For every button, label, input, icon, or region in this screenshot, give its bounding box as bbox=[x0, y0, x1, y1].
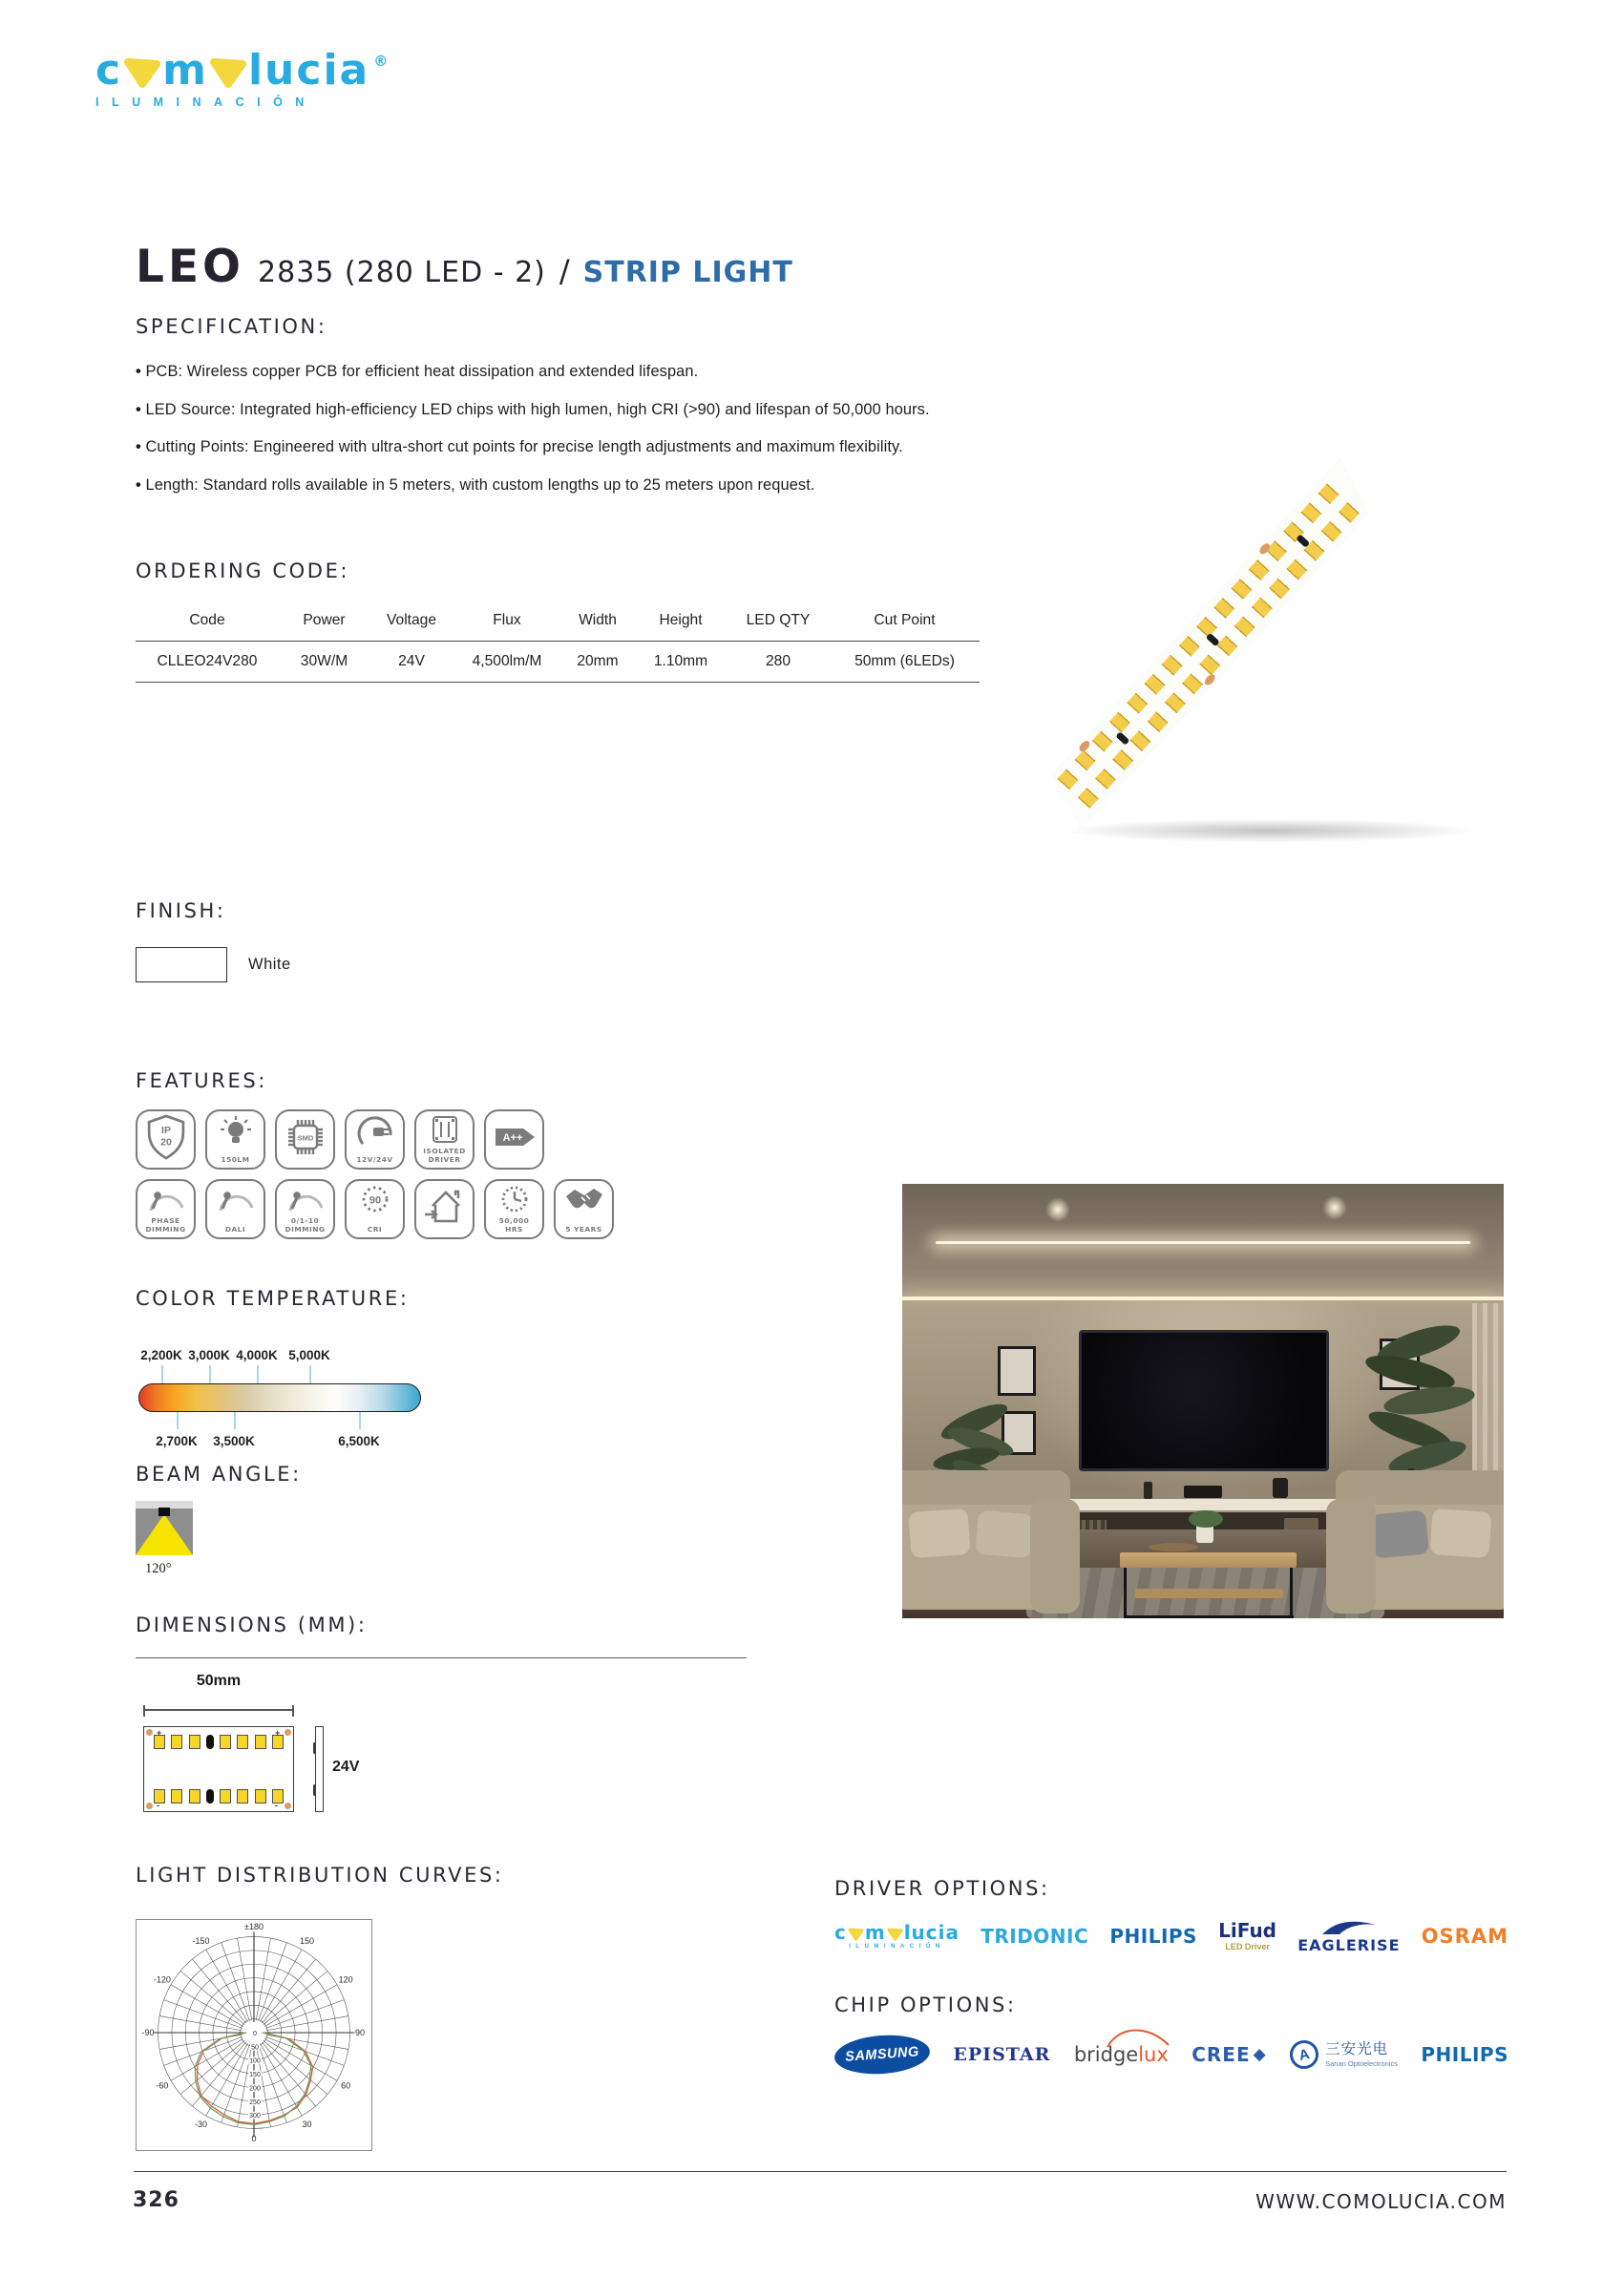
brand-logo bbox=[95, 46, 390, 109]
svg-text:50: 50 bbox=[251, 2044, 259, 2052]
specification-section bbox=[136, 315, 1090, 514]
light-distribution-section bbox=[136, 1864, 504, 2151]
ct-tick bbox=[359, 1412, 361, 1429]
logo-o-triangle-icon bbox=[123, 53, 161, 91]
col-power: Power bbox=[303, 612, 346, 628]
logo-philips: PHILIPS bbox=[1109, 1925, 1197, 1948]
ordering-code-heading: ORDERING CODE: bbox=[136, 559, 350, 582]
dimmer-dial-icon bbox=[215, 1185, 257, 1213]
feature-indoor-use bbox=[414, 1179, 475, 1239]
table-row bbox=[136, 642, 980, 683]
spec-bullet-pcb: • PCB: Wireless copper PCB for efficient heat dissipation and extended lifespan. bbox=[136, 363, 1090, 381]
solder-pad bbox=[285, 1803, 291, 1809]
value-led-qty: 280 bbox=[765, 653, 791, 669]
col-flux: Flux bbox=[493, 612, 521, 628]
dimmer-dial-icon bbox=[145, 1185, 187, 1213]
chip-options-section bbox=[834, 1993, 1508, 2074]
sofa-right bbox=[1326, 1461, 1504, 1618]
logo-osram: OSRAM bbox=[1421, 1924, 1508, 1948]
svg-text:90: 90 bbox=[369, 1194, 381, 1207]
ct-tick bbox=[309, 1365, 311, 1383]
speaker bbox=[1273, 1478, 1288, 1498]
dimensions-section bbox=[136, 1614, 804, 1810]
tv-console-shelf bbox=[1044, 1499, 1363, 1510]
svg-text:30: 30 bbox=[302, 2120, 312, 2130]
ct-tick bbox=[177, 1412, 179, 1429]
house-icon bbox=[421, 1183, 469, 1233]
svg-text:250: 250 bbox=[249, 2099, 261, 2106]
ct-label-2200k: 2,200K bbox=[140, 1348, 182, 1362]
chip-options-heading: CHIP OPTIONS: bbox=[834, 1993, 1017, 2016]
website-link[interactable]: WWW.COMOLUCIA.COM bbox=[1255, 2190, 1507, 2213]
logo-tridonic: TRIDONIC bbox=[981, 1925, 1089, 1948]
svg-text:-150: -150 bbox=[192, 1935, 210, 1946]
col-voltage: Voltage bbox=[386, 612, 437, 628]
spec-bullet-length: • Length: Standard rolls available in 5 meters, with custom lengths up to 25 meters upon request. bbox=[136, 476, 1090, 495]
logo-bridgelux: bridge lux bbox=[1074, 2043, 1169, 2066]
product-variant: 2835 (280 LED - 2) bbox=[258, 256, 546, 289]
svg-text:100: 100 bbox=[249, 2057, 261, 2065]
svg-text:0: 0 bbox=[251, 2134, 257, 2143]
strip-top-view-diagram bbox=[143, 1726, 294, 1812]
features-heading: FEATURES: bbox=[136, 1069, 267, 1092]
energy-label-icon bbox=[491, 1113, 538, 1161]
beam-angle-heading: BEAM ANGLE: bbox=[136, 1463, 302, 1486]
value-width: 20mm bbox=[577, 653, 619, 669]
specification-heading: SPECIFICATION: bbox=[136, 315, 327, 338]
handshake-icon bbox=[563, 1185, 605, 1213]
ct-label-2700k: 2,700K bbox=[156, 1434, 198, 1448]
strip-side-view-diagram bbox=[315, 1726, 324, 1812]
lifestyle-photo bbox=[902, 1184, 1504, 1618]
svg-text:20: 20 bbox=[159, 1136, 172, 1149]
soundbar bbox=[1184, 1486, 1222, 1498]
value-flux: 4,500lm/M bbox=[472, 653, 542, 669]
cove-light-upper bbox=[936, 1241, 1470, 1244]
brand-tagline: ILUMINACIÓN bbox=[95, 95, 317, 109]
title-separator: / bbox=[559, 253, 570, 289]
feature-lifespan: 50,000 HRS bbox=[484, 1179, 544, 1239]
feature-0-1-10-dimming: 0/1-10 DIMMING bbox=[275, 1179, 335, 1239]
svg-text:-30: -30 bbox=[194, 2120, 208, 2130]
ct-tick bbox=[209, 1365, 211, 1383]
svg-text:200: 200 bbox=[249, 2085, 261, 2093]
value-power: 30W/M bbox=[300, 653, 348, 669]
feature-warranty: 5 YEARS bbox=[554, 1179, 614, 1239]
feature-dali: DALI bbox=[205, 1179, 265, 1239]
svg-text:150: 150 bbox=[299, 1935, 315, 1946]
svg-text:90: 90 bbox=[354, 2028, 366, 2037]
plug-icon bbox=[356, 1115, 394, 1148]
strip-shadow bbox=[1055, 818, 1485, 843]
section-divider bbox=[136, 1657, 747, 1658]
decor-vase bbox=[1144, 1482, 1152, 1499]
svg-text:-90: -90 bbox=[141, 2028, 155, 2037]
sanan-a-icon: A bbox=[1287, 2037, 1321, 2072]
col-height: Height bbox=[659, 612, 703, 628]
value-code: CLLEO24V280 bbox=[157, 653, 258, 669]
logo-eaglerise: EAGLERISE bbox=[1297, 1919, 1400, 1953]
svg-text:60: 60 bbox=[341, 2080, 351, 2091]
solder-pad bbox=[146, 1803, 153, 1809]
ct-tick bbox=[234, 1412, 236, 1429]
sofa-left bbox=[902, 1461, 1080, 1618]
svg-text:A++: A++ bbox=[502, 1132, 522, 1144]
value-cut-point: 50mm (6LEDs) bbox=[854, 653, 955, 669]
dimmer-dial-icon bbox=[285, 1185, 327, 1213]
dimension-width-label: 50mm bbox=[196, 1673, 242, 1689]
bulb-icon bbox=[217, 1115, 255, 1150]
logo-lifud: LiFud LED Driver bbox=[1218, 1919, 1276, 1951]
col-led-qty: LED QTY bbox=[746, 612, 811, 628]
feature-isolated-driver: ISOLATED DRIVER bbox=[414, 1109, 475, 1170]
footer-divider bbox=[134, 2171, 1507, 2172]
chip-icon bbox=[284, 1113, 327, 1161]
logo-epistar: EPISTAR bbox=[953, 2043, 1051, 2065]
ct-label-4000k: 4,000K bbox=[236, 1348, 278, 1362]
feature-phase-dimming: PHASE DIMMING bbox=[136, 1179, 196, 1239]
col-cut-point: Cut Point bbox=[874, 612, 936, 628]
registered-mark: ® bbox=[373, 53, 390, 70]
svg-text:150: 150 bbox=[249, 2072, 261, 2079]
polarity-mark: + bbox=[157, 1728, 162, 1738]
logo-letter-m: m bbox=[162, 46, 208, 95]
eagle-swoosh-icon bbox=[1318, 1919, 1380, 1938]
beam-angle-section bbox=[136, 1463, 302, 1577]
feature-ip20 bbox=[136, 1109, 196, 1170]
polarity-mark: - bbox=[275, 1801, 278, 1810]
value-height: 1.10mm bbox=[653, 653, 708, 669]
product-type: STRIP LIGHT bbox=[582, 256, 793, 289]
logo-sanan: A 三安光电 Sanan Optoelectronics bbox=[1290, 2040, 1398, 2069]
svg-text:-120: -120 bbox=[153, 1974, 171, 1985]
polarity-mark: + bbox=[275, 1728, 281, 1738]
logo-letters-lucia: lucia bbox=[247, 46, 370, 95]
recessed-spotlight bbox=[1045, 1197, 1070, 1222]
finish-swatch-label: White bbox=[248, 956, 291, 973]
feature-12v-24v: 12V/24V bbox=[345, 1109, 405, 1170]
ct-label-3500k: 3,500K bbox=[213, 1434, 255, 1448]
isolated-driver-icon bbox=[429, 1115, 461, 1144]
polar-distribution-chart bbox=[136, 1919, 372, 2151]
solder-pad bbox=[146, 1729, 153, 1736]
ct-tick bbox=[161, 1365, 163, 1383]
feature-cri: 90 CRI bbox=[345, 1179, 405, 1239]
feature-150lm: 150LM bbox=[205, 1109, 265, 1170]
logo-philips: PHILIPS bbox=[1421, 2043, 1508, 2066]
solder-pad bbox=[285, 1729, 291, 1736]
logo-o-triangle-icon bbox=[209, 53, 247, 91]
features-section bbox=[136, 1069, 614, 1239]
value-voltage: 24V bbox=[398, 653, 425, 669]
logo-o-triangle-icon bbox=[848, 1926, 864, 1942]
feature-energy-class bbox=[484, 1109, 544, 1170]
recessed-spotlight bbox=[1322, 1195, 1347, 1220]
strip-led-row bbox=[1057, 478, 1343, 790]
color-temperature-section bbox=[136, 1287, 537, 1453]
bridgelux-arc-icon bbox=[1106, 2024, 1172, 2049]
spec-bullet-led-source: • LED Source: Integrated high-efficiency LED chips with high lumen, high CRI (>90) and lifespan of 50,000 hours. bbox=[136, 401, 1090, 419]
beam-angle-value: 120° bbox=[145, 1561, 172, 1576]
cri-circle-icon bbox=[356, 1185, 394, 1215]
polarity-mark: - bbox=[157, 1801, 159, 1810]
logo-cree: CREE ◆ bbox=[1192, 2043, 1267, 2066]
coffee-table bbox=[1114, 1528, 1301, 1618]
strip-pcb bbox=[1038, 458, 1384, 830]
svg-text:±180: ±180 bbox=[244, 1922, 264, 1931]
page-number: 326 bbox=[133, 2188, 179, 2212]
ct-label-3000k: 3,000K bbox=[188, 1348, 230, 1362]
ordering-table bbox=[136, 605, 980, 683]
voltage-label: 24V bbox=[332, 1759, 360, 1775]
driver-options-section bbox=[834, 1877, 1508, 1953]
ct-label-5000k: 5,000K bbox=[288, 1348, 330, 1362]
svg-text:IP: IP bbox=[160, 1124, 171, 1136]
svg-text:120: 120 bbox=[338, 1974, 353, 1985]
product-name: LEO bbox=[136, 241, 245, 293]
logo-samsung: SAMSUNG bbox=[834, 2035, 930, 2074]
col-width: Width bbox=[579, 612, 617, 628]
ct-label-6500k: 6,500K bbox=[338, 1434, 380, 1448]
page-title bbox=[136, 241, 793, 293]
driver-options-heading: DRIVER OPTIONS: bbox=[834, 1877, 1050, 1900]
led-strip-product-photo bbox=[1036, 444, 1580, 854]
clock-icon bbox=[496, 1185, 534, 1215]
finish-section bbox=[136, 899, 291, 982]
feature-smd bbox=[275, 1109, 335, 1170]
shield-icon bbox=[146, 1113, 186, 1161]
brand-wordmark bbox=[95, 46, 390, 95]
logo-comolucia: c m lucia ILUMINACIÓN bbox=[834, 1921, 960, 1950]
col-code: Code bbox=[189, 612, 225, 628]
color-temperature-gradient-bar bbox=[138, 1383, 421, 1412]
spec-bullet-cutting-points: • Cutting Points: Engineered with ultra-short cut points for precise length adjustments and maximum flexibility. bbox=[136, 438, 1090, 456]
strip-led-row bbox=[1078, 497, 1364, 809]
finish-heading: FINISH: bbox=[136, 899, 226, 922]
tv-screen bbox=[1079, 1330, 1329, 1471]
picture-frame bbox=[998, 1346, 1036, 1396]
finish-swatch-white bbox=[136, 947, 227, 982]
svg-text:300: 300 bbox=[249, 2113, 261, 2120]
logo-letter-c: c bbox=[95, 46, 123, 95]
color-temperature-heading: COLOR TEMPERATURE: bbox=[136, 1287, 410, 1310]
beam-angle-icon bbox=[136, 1501, 193, 1555]
svg-text:0: 0 bbox=[253, 2031, 257, 2037]
dimension-line bbox=[143, 1709, 294, 1711]
ceiling bbox=[902, 1184, 1504, 1313]
svg-text:-60: -60 bbox=[156, 2080, 169, 2091]
ordering-code-section bbox=[136, 559, 980, 683]
logo-o-triangle-icon bbox=[887, 1926, 903, 1942]
dimensions-heading: DIMENSIONS (MM): bbox=[136, 1614, 368, 1636]
light-distribution-heading: LIGHT DISTRIBUTION CURVES: bbox=[136, 1864, 504, 1887]
ct-tick bbox=[257, 1365, 259, 1383]
svg-text:SMD: SMD bbox=[297, 1133, 313, 1143]
table-header-row bbox=[136, 605, 980, 642]
color-temperature-scale bbox=[136, 1319, 537, 1453]
